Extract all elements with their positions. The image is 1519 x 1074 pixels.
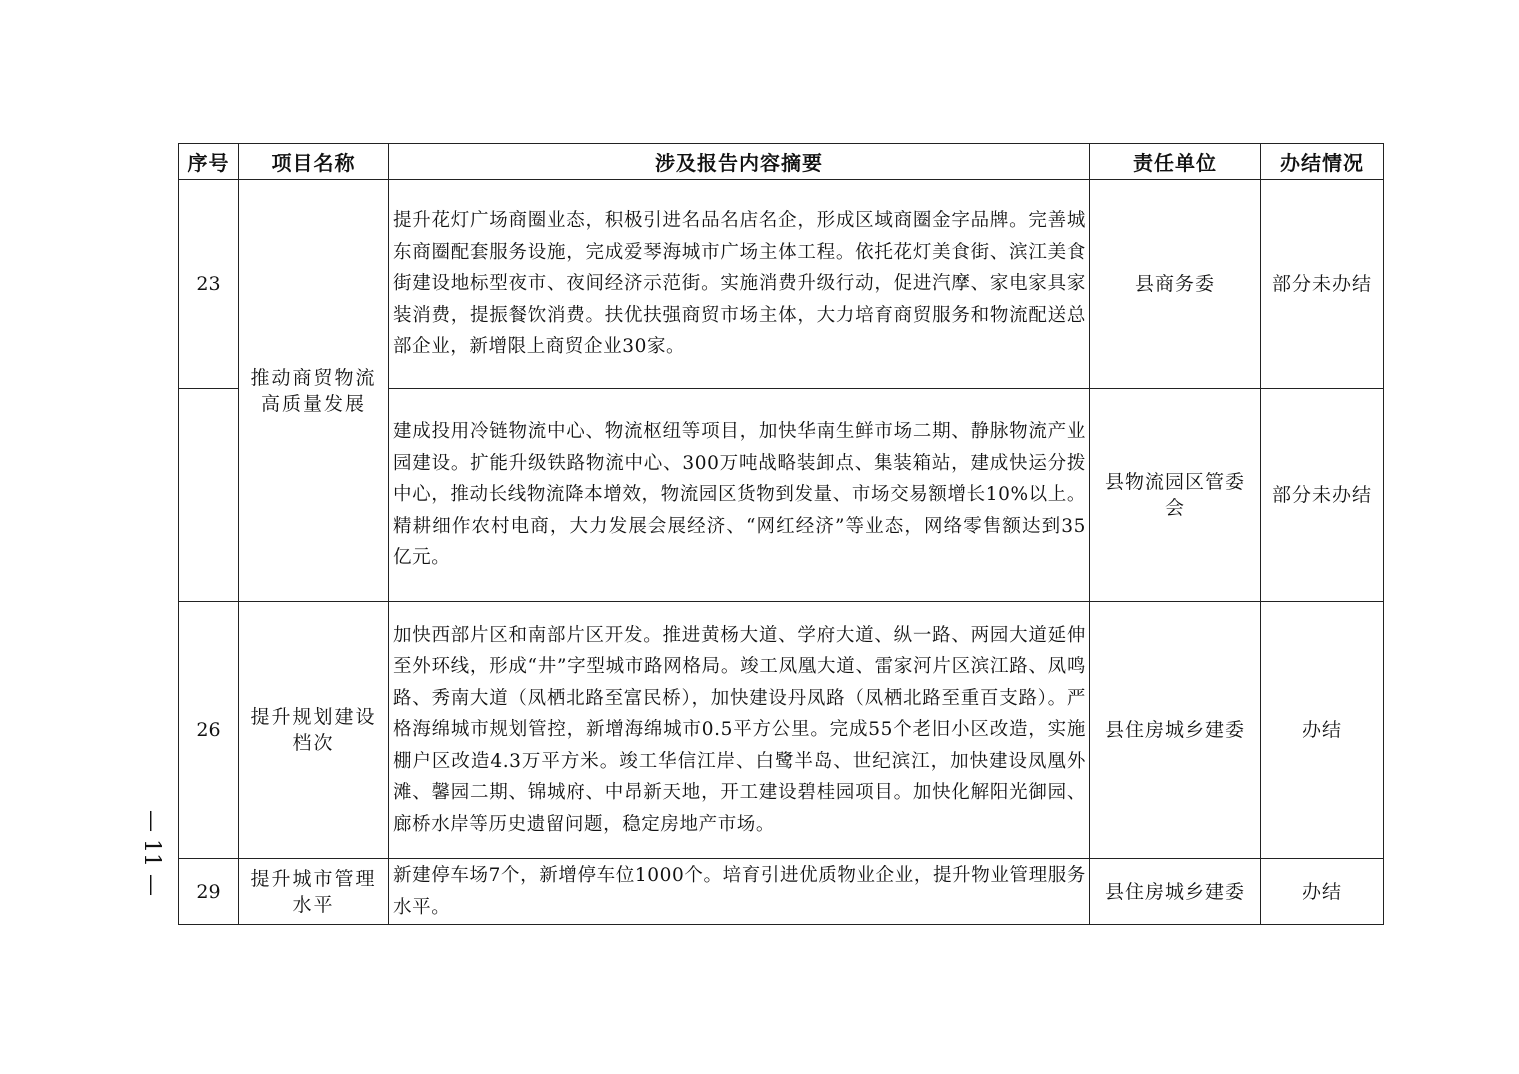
row-number: 26 (179, 602, 239, 859)
header-status: 办结情况 (1261, 144, 1384, 180)
responsible-unit: 县住房城乡建委 (1090, 602, 1261, 859)
table-header-row (179, 144, 1384, 180)
report-table (178, 143, 1384, 925)
responsible-unit: 县商务委 (1090, 180, 1261, 389)
table-row (179, 859, 1384, 925)
table-row (179, 602, 1384, 859)
completion-status: 部分未办结 (1261, 180, 1384, 389)
row-number (179, 389, 239, 602)
content-summary: 建成投用冷链物流中心、物流枢纽等项目，加快华南生鲜市场二期、静脉物流产业园建设。扩能升级铁路物流中心、300万吨战略装卸点、集装箱站，建成快运分拨中心，推动长线物流降本增效，物流园区货物到发量、市场交易额增长10%以上。精耕细作农村电商，大力发展会展经济、“网红经济”等业态，网络零售额达到35亿元。 (389, 389, 1090, 602)
row-number: 23 (179, 180, 239, 389)
completion-status: 办结 (1261, 859, 1384, 925)
project-name: 提升城市管理水平 (239, 859, 389, 925)
content-summary: 提升花灯广场商圈业态，积极引进名品名店名企，形成区域商圈金字品牌。完善城东商圈配套服务设施，完成爱琴海城市广场主体工程。依托花灯美食街、滨江美食街建设地标型夜市、夜间经济示范街。实施消费升级行动，促进汽摩、家电家具家装消费，提振餐饮消费。扶优扶强商贸市场主体，大力培育商贸服务和物流配送总部企业，新增限上商贸企业30家。 (389, 180, 1090, 389)
content-summary: 新建停车场7个，新增停车位1000个。培育引进优质物业企业，提升物业管理服务水平。 (389, 859, 1090, 925)
project-name: 推动商贸物流高质量发展 (239, 180, 389, 602)
completion-status: 部分未办结 (1261, 389, 1384, 602)
header-responsible-unit: 责任单位 (1090, 144, 1261, 180)
header-summary: 涉及报告内容摘要 (389, 144, 1090, 180)
responsible-unit: 县物流园区管委会 (1090, 389, 1261, 602)
responsible-unit: 县住房城乡建委 (1090, 859, 1261, 925)
project-name: 提升规划建设档次 (239, 602, 389, 859)
completion-status: 办结 (1261, 602, 1384, 859)
table-row (179, 180, 1384, 389)
content-summary: 加快西部片区和南部片区开发。推进黄杨大道、学府大道、纵一路、两园大道延伸至外环线，形成“井”字型城市路网格局。竣工凤凰大道、雷家河片区滨江路、凤鸣路、秀南大道（凤栖北路至富民桥），加快建设丹凤路（凤栖北路至重百支路）。严格海绵城市规划管控，新增海绵城市0.5平方公里。完成55个老旧小区改造，实施棚户区改造4.3万平方米。竣工华信江岸、白鹭半岛、世纪滨江，加快建设凤凰外滩、馨园二期、锦城府、中昂新天地，开工建设碧桂园项目。加快化解阳光御园、廊桥水岸等历史遗留问题，稳定房地产市场。 (389, 602, 1090, 859)
row-number: 29 (179, 859, 239, 925)
page-number: — 11 — (139, 810, 164, 896)
header-project-name: 项目名称 (239, 144, 389, 180)
header-no: 序号 (179, 144, 239, 180)
